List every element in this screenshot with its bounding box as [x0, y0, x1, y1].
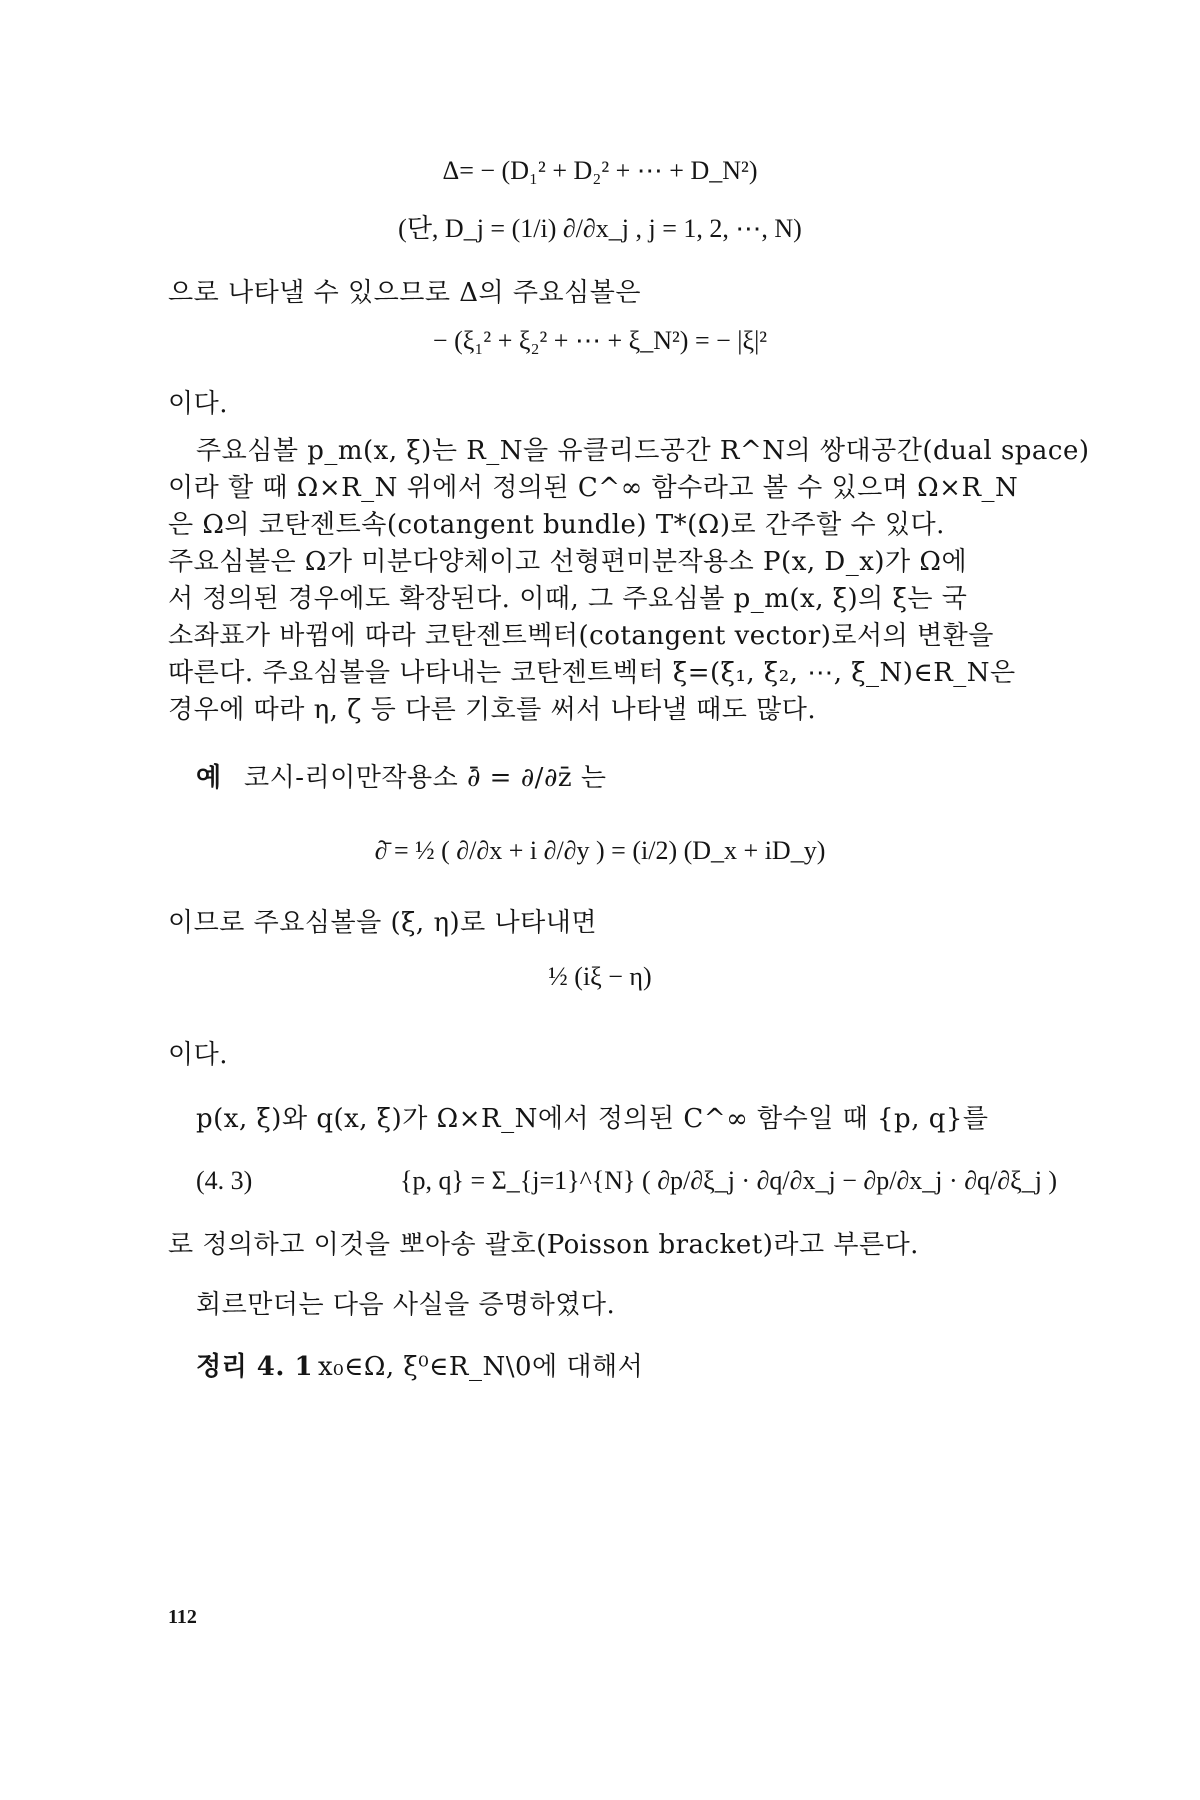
- paragraph-line: 은 Ω의 코탄젠트속(cotangent bundle) T*(Ω)로 간주할 수 있다.: [168, 510, 945, 540]
- text-line: 이므로 주요심볼을 (ξ, η)로 나타내면: [168, 908, 598, 938]
- paragraph-line: 서 정의된 경우에도 확장된다. 이때, 그 주요심볼 p_m(x, ξ)의 ξ는 국: [168, 584, 968, 614]
- text-line: 로 정의하고 이것을 뽀아송 괄호(Poisson bracket)라고 부른다.: [168, 1230, 919, 1260]
- paragraph-line: 경우에 따라 η, ζ 등 다른 기호를 써서 나타낼 때도 많다.: [168, 695, 817, 725]
- example-label: 예: [196, 763, 222, 793]
- text-line: 이다.: [168, 389, 228, 419]
- paragraph-line: 소좌표가 바뀜에 따라 코탄젠트벡터(cotangent vector)로서의 변환을: [168, 621, 994, 651]
- paragraph-line: 주요심볼은 Ω가 미분다양체이고 선형편미분작용소 P(x, D_x)가 Ω에: [168, 547, 968, 577]
- text-line: 으로 나타낼 수 있으므로 Δ의 주요심볼은: [168, 278, 641, 308]
- text-line: p(x, ξ)와 q(x, ξ)가 Ω×R_N에서 정의된 C^∞ 함수일 때 {p, q}를: [196, 1104, 989, 1134]
- text-line: 이다.: [168, 1040, 228, 1070]
- paragraph-line: 이라 할 때 Ω×R_N 위에서 정의된 C^∞ 함수라고 볼 수 있으며 Ω×R_N: [168, 473, 1019, 503]
- equation-laplacian-condition: (단, D_j = (1/i) ∂/∂x_j , j = 1, 2, ⋯, N): [398, 214, 802, 243]
- paragraph-line: 주요심볼 p_m(x, ξ)는 R_N을 유클리드공간 R^N의 쌍대공간(dual space): [196, 436, 1090, 466]
- page-number: 112: [168, 1606, 197, 1628]
- equation-half: ½ (iξ − η): [548, 962, 652, 991]
- equation-laplacian: Δ= − (D₁² + D₂² + ⋯ + D_N²): [442, 156, 758, 185]
- equation-symbol: − (ξ₁² + ξ₂² + ⋯ + ξ_N²) = − |ξ|²: [432, 326, 768, 355]
- equation-cauchy-riemann: ∂̄ = ½ ( ∂/∂x + i ∂/∂y ) = (i/2) (D_x + iD_y): [374, 836, 826, 865]
- theorem-text: x₀∈Ω, ξ⁰∈R_N\0에 대해서: [318, 1352, 644, 1382]
- text-line: 회르만더는 다음 사실을 증명하였다.: [196, 1290, 616, 1320]
- example-line: 코시-리이만작용소 ∂̄ = ∂/∂z̄ 는: [244, 763, 607, 793]
- equation-number: (4. 3): [196, 1166, 253, 1195]
- theorem-label: 정리 4. 1: [196, 1352, 314, 1382]
- paragraph-line: 따른다. 주요심볼을 나타내는 코탄젠트벡터 ξ=(ξ₁, ξ₂, ⋯, ξ_N)∈R_N은: [168, 658, 1016, 688]
- equation-poisson: {p, q} = Σ_{j=1}^{N} ( ∂p/∂ξ_j · ∂q/∂x_j − ∂p/∂x_j · ∂q/∂ξ_j ): [400, 1166, 1058, 1195]
